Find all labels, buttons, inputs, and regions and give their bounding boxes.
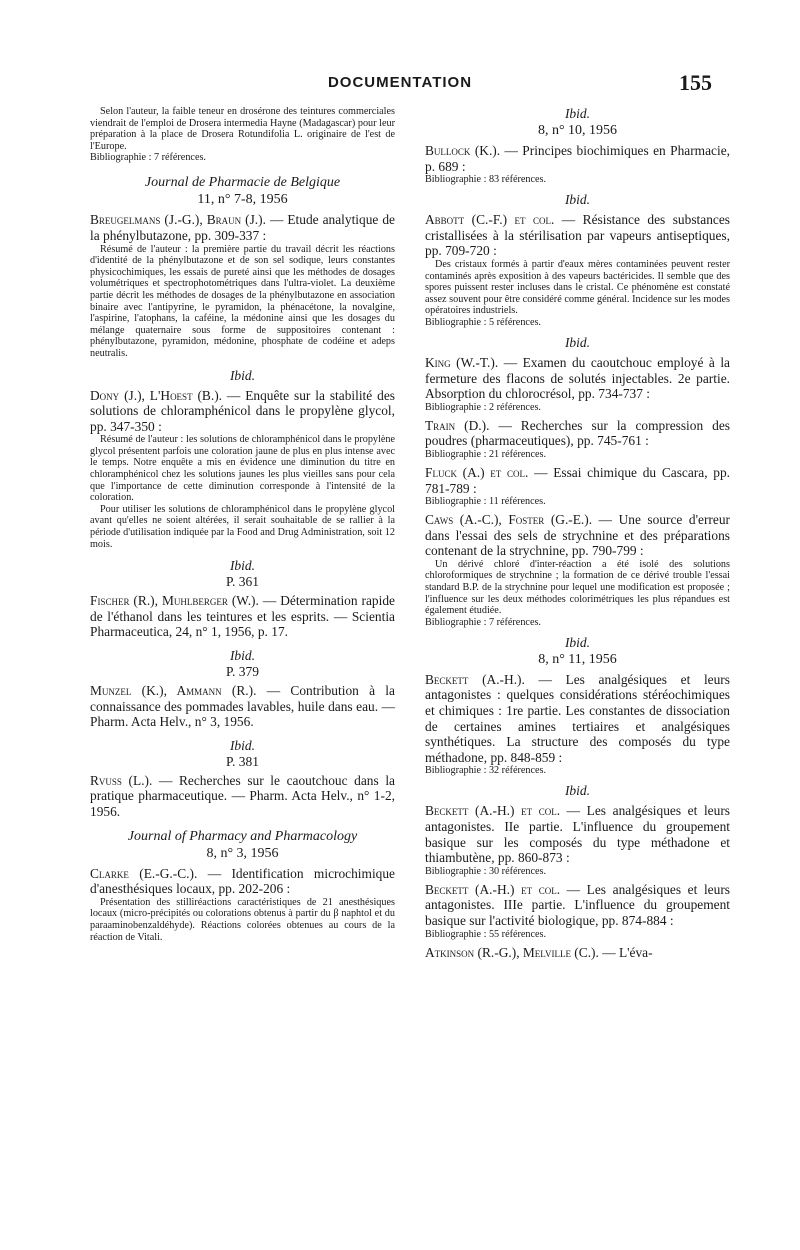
authors: Beckett (A.-H.) et col. [425, 803, 561, 819]
page-number: 155 [679, 70, 712, 95]
citation-title: — Etude analytique de la phénylbutazone, pp. 309-337 : [90, 212, 395, 243]
left-column [90, 106, 395, 943]
running-title: DOCUMENTATION [327, 74, 473, 91]
page-header [90, 70, 710, 98]
authors: Clarke (E.-G.-C.). [90, 865, 198, 881]
bibliography-count: Bibliographie : 30 références. [425, 865, 547, 877]
citation-title: — Principes biochimiques en Pharmacie, p. 689 : [425, 143, 730, 174]
citation-title: — Essai chimique du Cascara, pp. 781-789 : [425, 464, 730, 496]
citation-title: — Examen du caoutchouc employé à la fermeture des flacons de solutés injectables. 2e partie. Absorption du chlorocrésol, pp. 734-737 : [425, 354, 730, 402]
citation-title: — Une source d'erreur dans l'essai des sels de strychnine et des préparations contenant de la strychnine, pp. 790-799 : [425, 512, 730, 559]
journal-issue: 8, n° 11, 1956 [538, 651, 617, 667]
authors: Beckett (A.-H.). [425, 671, 525, 687]
journal-issue: 8, n° 10, 1956 [537, 123, 618, 138]
citation-entry [425, 355, 730, 402]
abstract: Des cristaux formés à partir d'eaux mères contaminées peuvent rester contaminés après exposition à des vapeurs bactéricides. Il semble que des spores puissent rester incluses dans le cristal. Ce phénomène est constaté assez souvent pour être considéré comme général. Incidence sur les modes opératoires industriels. [425, 258, 730, 317]
ibid-heading: Ibid. [229, 648, 256, 663]
citation-entry [90, 593, 395, 640]
authors: Train (D.). [425, 417, 490, 433]
citation-entry [425, 465, 730, 496]
ibid-heading: Ibid. [564, 334, 591, 350]
citation-entry [425, 882, 730, 929]
abstract: Selon l'auteur, la faible teneur en drosérone des teintures commerciales viendrait de l'emploi de Drosera intermedia Hayne (Madagascar) pour leur préparation à la place de Drosera Rotundifolia L. originaire de l'est de l'Europe. [90, 106, 395, 152]
citation-title: — Les analgésiques et leurs antagonistes. IIe partie. L'influence du groupement basique sur les composés du type méthadone et thiambutène, pp. 860-873 : [425, 803, 730, 866]
authors: Dony (J.), L'Hoest (B.). [90, 387, 223, 403]
right-column [425, 106, 730, 960]
citation-entry [90, 683, 395, 730]
citation-entry [90, 773, 395, 820]
authors: Atkinson (R.-G.), Melville (C.). [425, 944, 599, 960]
journal-issue: 8, n° 3, 1956 [206, 845, 279, 861]
citation-title: — Recherches sur le caoutchouc dans la pratique pharmaceutique. — Pharm. Acta Helv., n° 1-2, 1956. [90, 772, 395, 819]
ibid-heading: Ibid. [564, 192, 591, 208]
authors: Rvuss (L.). [90, 772, 153, 788]
journal-title: Journal de Pharmacie de Belgique [144, 175, 341, 191]
ibid-heading: Ibid. [229, 737, 256, 753]
bibliography-count: Bibliographie : 5 références. [425, 316, 541, 328]
page-reference: P. 379 [225, 664, 259, 679]
ibid-heading: Ibid. [229, 367, 256, 383]
citation-title: — Identification microchimique d'anesthésiques locaux, pp. 202-206 : [90, 865, 395, 897]
journal-issue: 11, n° 7-8, 1956 [197, 192, 288, 208]
citation-entry [425, 945, 730, 961]
authors: Beckett (A.-H.) et col. [425, 881, 561, 897]
abstract: Un dérivé chloré d'inter-réaction a été isolé des solutions chloroformiques de strychnine ; la formation de ce dérivé trouble l'essai standard B.P. de la strychnine pour lequel une modification est proposée ; l'influence sur les deux méthodes colorimétriques les plus répandues est également étudiée. [425, 558, 730, 617]
abstract: Présentation des stilliréactions caractéristiques de 21 anesthésiques locaux (micro-précipités ou colorations obtenus à partir du β naphtol et du paraaminobenzaldéhyde). Réactions colorées obtenues au cours de la réaction de Vitali. [90, 896, 395, 943]
citation-title: — Recherches sur la compression des poudres (pharmaceutiques), pp. 745-761 : [425, 417, 730, 449]
citation-entry [425, 143, 730, 174]
citation-entry [425, 212, 730, 259]
citation-title: — Détermination rapide de l'éthanol dans les teintures et les esprits. — Scientia Pharmaceutica, 24, n° 1, 1956, p. 17. [90, 593, 395, 640]
journal-title: Journal of Pharmacy and Pharmacology [127, 828, 358, 844]
page-reference: P. 381 [225, 753, 259, 769]
authors: Abbott (C.-F.) et col. [425, 212, 555, 228]
authors: Fischer (R.), Muhlberger (W.). [90, 593, 259, 609]
ibid-heading: Ibid. [564, 634, 591, 650]
citation-entry [425, 512, 730, 559]
authors: Bullock (K.). [425, 143, 501, 158]
abstract: Pour utiliser les solutions de chloramphénicol dans le propylène glycol avant qu'elles ne soient altérées, il serait souhaitable de se rallier à la période d'utilisation indiquée par la Food and Drug Administration, soit 12 mois. [90, 503, 395, 550]
bibliography-count: Bibliographie : 7 références. [90, 152, 206, 164]
bibliography-count: Bibliographie : 32 références. [425, 765, 547, 777]
abstract: Résumé de l'auteur : les solutions de chloramphénicol dans le propylène glycol présentent parfois une coloration jaune de plus en plus intense avec le temps. Notre enquête a mis en évidence une diminution du titre en chloramphénicol chez les solutions jaunes les plus vieilles sans pour cela que l'importance de cette diminution corresponde à l'intensité de la coloration. [90, 434, 395, 504]
authors: Breugelmans (J.-G.), Braun (J.). [90, 212, 266, 228]
ibid-heading: Ibid. [564, 106, 591, 121]
bibliography-count: Bibliographie : 83 références. [425, 174, 547, 186]
ibid-heading: Ibid. [229, 558, 256, 574]
citation-title: — L'éva- [602, 944, 653, 960]
authors: King (W.-T.). [425, 354, 499, 370]
bibliography-count: Bibliographie : 2 références. [425, 401, 541, 413]
bibliography-count: Bibliographie : 55 références. [425, 928, 547, 940]
page-reference: P. 361 [225, 574, 259, 590]
bibliography-count: Bibliographie : 7 références. [425, 616, 541, 628]
citation-title: — Résistance des substances cristallisées à la stérilisation par vapeurs antiseptiques, pp. 709-720 : [425, 212, 730, 259]
abstract: Résumé de l'auteur : la première partie du travail décrit les réactions d'identité de la phénylbutazone et de son sel sodique, leurs constantes physicochimiques, les essais de pureté ainsi que les méthodes de dosages volumétriques et spectrophotométriques dans l'ultra-violet. La deuxième partie décrit les méthodes de dosages de la phénylbutazone en association binaire avec l'antipyrine, le pyramidon, la phénacétone, la novalgine, l'aspirine, l'atophans, la caféine, la médonine ainsi que les dosages du mélange quaternaire sous forme de suppositoires contenant : phénylbutazone, pyramidon, médonine, phosphate de codéine et adeps neutralis. [90, 243, 395, 359]
bibliography-count: Bibliographie : 21 références. [425, 448, 547, 460]
authors: Munzel (K.), Ammann (R.). [90, 683, 257, 698]
ibid-heading: Ibid. [564, 783, 591, 799]
citation-entry [425, 672, 730, 766]
citation-title: — Les analgésiques et leurs antagonistes : quelques considérations stéréochimiques et chimiques : 1re partie. Les constantes de dissociation de certaines amines tertiaires et analgésiques synthétiques. La structure des composés du type méthadone, pp. 848-859 : [425, 671, 730, 765]
authors: Fluck (A.) et col. [425, 464, 529, 480]
authors: Caws (A.-C.), Foster (G.-E.). [425, 512, 593, 528]
bibliography-count: Bibliographie : 11 références. [425, 496, 546, 508]
citation-entry [90, 212, 395, 243]
citation-title: — Les analgésiques et leurs antagonistes. IIIe partie. L'influence du groupement basique sur l'activité biologique, pp. 874-884 : [425, 881, 730, 928]
citation-entry [90, 866, 395, 897]
citation-entry [425, 418, 730, 449]
citation-entry [425, 803, 730, 865]
citation-entry [90, 388, 395, 435]
citation-title: — Contribution à la connaissance des pommades lavables, huile dans eau. — Pharm. Acta Helv., n° 3, 1956. [90, 683, 395, 730]
citation-title: — Enquête sur la stabilité des solutions de chloramphénicol dans le propylène glycol, pp. 347-350 : [90, 387, 395, 434]
